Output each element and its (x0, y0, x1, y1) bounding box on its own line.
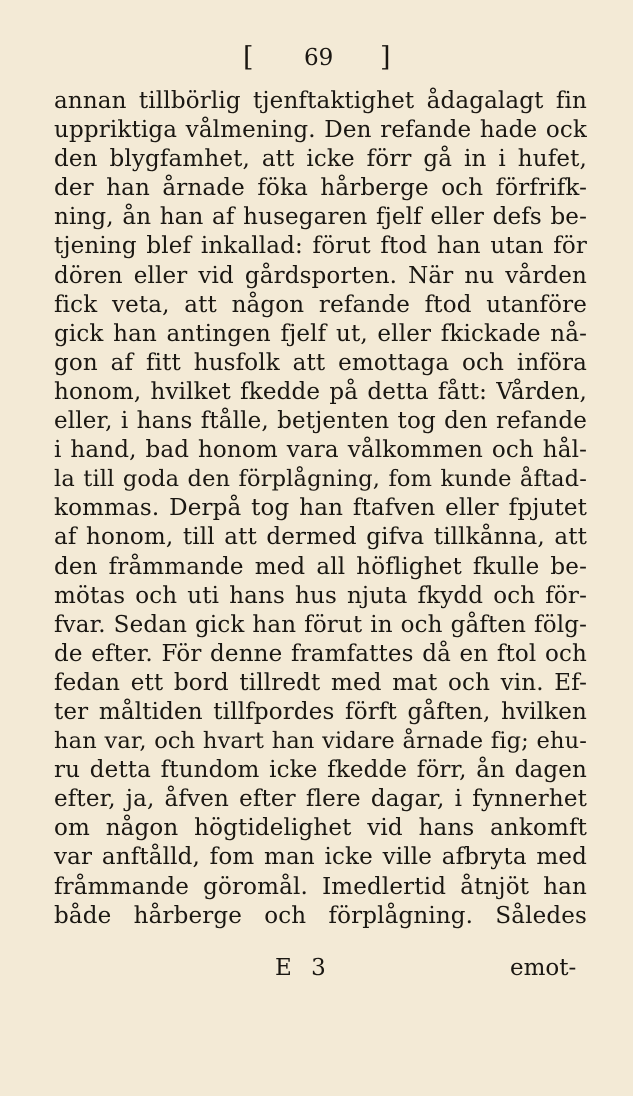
text-line: fedan ett bord tillredt med mat och vin. Ef- (54, 669, 587, 696)
body-text (54, 87, 587, 931)
text-line: kommas. Derpå tog han ftafven eller fpjutet (54, 495, 587, 522)
text-line: af honom, till att dermed gifva tillkånna, att (54, 524, 587, 551)
text-line: ter måltiden tillfpordes förft gåften, hvilken (54, 698, 587, 725)
text-line: både hårberge och förplågning. Således (54, 902, 587, 929)
bracket-left: [ (243, 42, 254, 73)
text-line: uppriktiga vålmening. Den refande hade ock (54, 117, 587, 144)
text-line: fick veta, att någon refande ftod utanföre (54, 291, 587, 318)
text-line: fvar. Sedan gick han förut in och gåften fölg- (54, 611, 587, 638)
text-line: eller, i hans ftålle, betjenten tog den refande (54, 408, 587, 435)
text-line: var anftålld, fom man icke ville afbryta med (54, 844, 587, 871)
page-number: 69 (304, 45, 334, 71)
text-line: den fråmmande med all höflighet fkulle be- (54, 553, 587, 580)
text-line: han var, och hvart han vidare årnade fig; ehu- (54, 728, 587, 755)
text-line: mötas och uti hans hus njuta fkydd och för- (54, 582, 587, 609)
text-line: ru detta ftundom icke fkedde förr, ån dagen (54, 757, 587, 784)
text-line: annan tillbörlig tjenftaktighet ådagalagt fin (54, 88, 587, 114)
text-line: fråmmande göromål. Imedlertid åtnjöt han (54, 873, 587, 900)
text-line: gon af fitt husfolk att emottaga och införa (54, 349, 587, 376)
bracket-right: ] (380, 42, 391, 73)
text-line: i hand, bad honom vara vålkommen och hål- (54, 437, 587, 464)
catchword: emot- (510, 955, 577, 981)
text-line: gick han antingen fjelf ut, eller fkickade nå- (54, 320, 587, 347)
text-line: tjening blef inkallad: förut ftod han utan för (54, 233, 587, 260)
text-line: ning, ån han af husegaren fjelf eller defs be- (54, 204, 587, 231)
text-line: de efter. För denne framfattes då en ftol och (54, 640, 587, 667)
running-head (0, 38, 633, 78)
text-line: der han årnade föka hårberge och förfrifk- (54, 175, 587, 202)
page-footer (0, 950, 633, 986)
text-line: la till goda den förplågning, fom kunde åftad- (54, 466, 587, 493)
text-line: dören eller vid gårdsporten. När nu vården (54, 262, 587, 289)
text-line: den blygfamhet, att icke förr gå in i hufet, (54, 146, 587, 173)
signature-mark: E 3 (275, 955, 332, 981)
text-line: om någon högtidelighet vid hans ankomft (54, 815, 587, 842)
text-line: efter, ja, åfven efter flere dagar, i fynnerhet (54, 786, 587, 813)
text-line: honom, hvilket fkedde på detta fått: Vården, (54, 378, 587, 405)
